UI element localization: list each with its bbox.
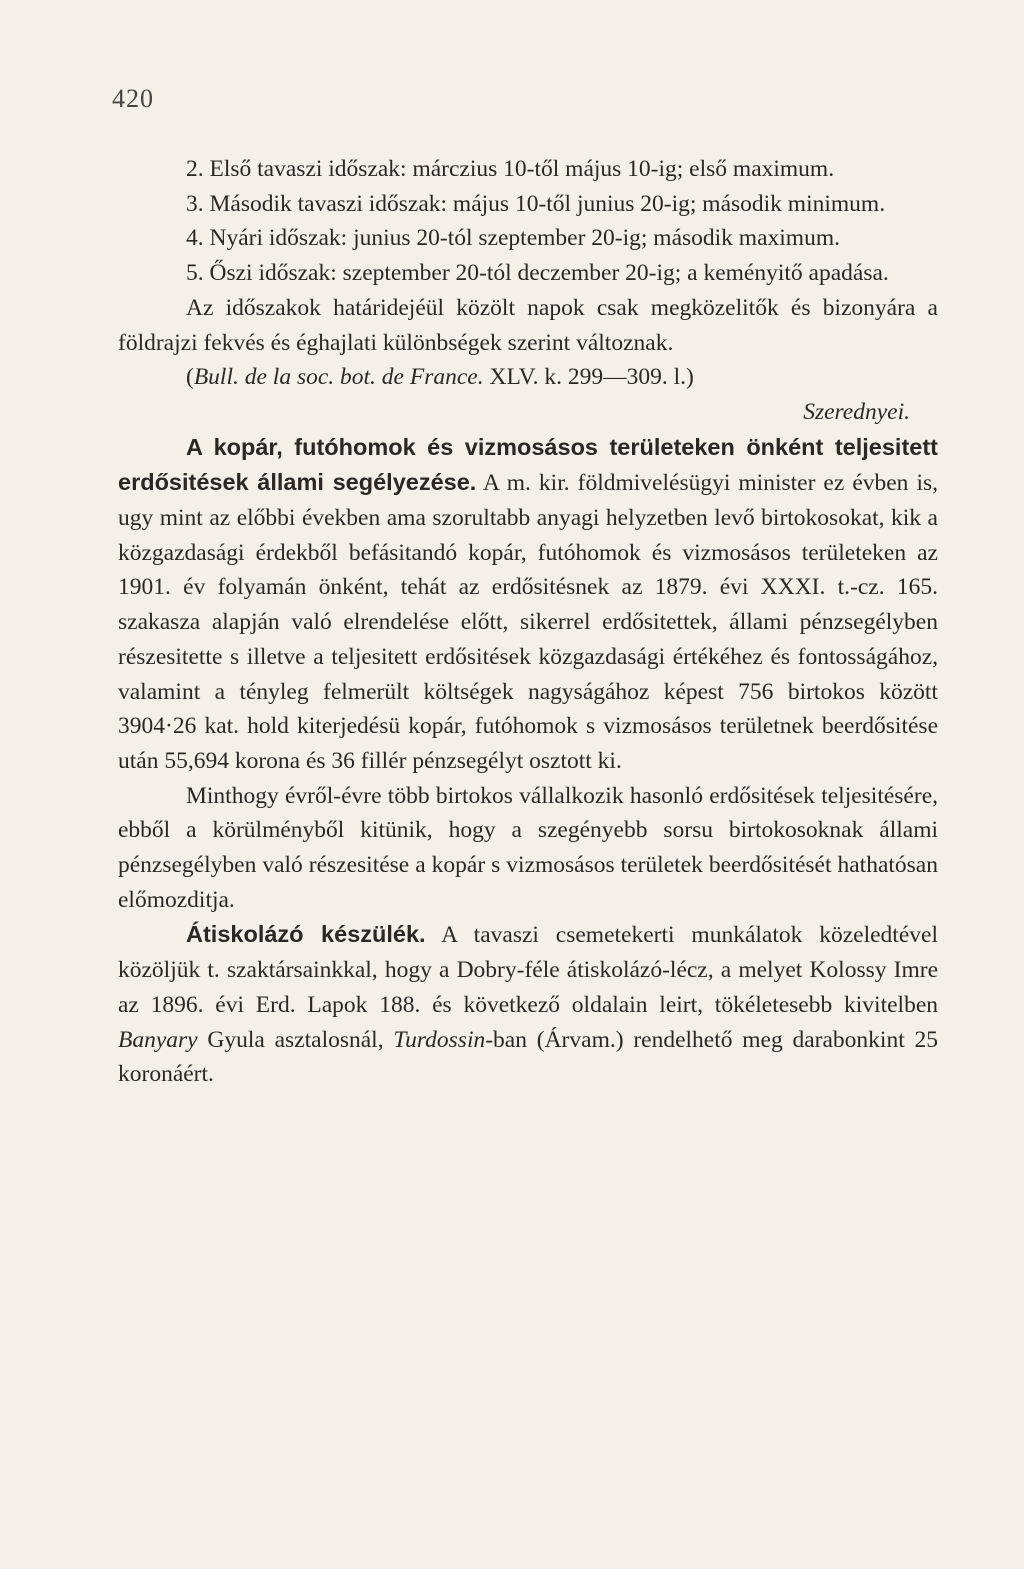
page-body (118, 152, 938, 1092)
paragraph: Minthogy évről-évre több birtokos vállalkozik hasonló erdősitések teljesitésére, ebből a körülményből kitünik, hogy a szegényebb sorsu birtokosoknak állami pénzsegélyben való részesitése a kopár s vizmosásos területek beerdősitését hathatósan előmozditja. (118, 782, 938, 913)
list-item: 5. Őszi időszak: szeptember 20-tól deczember 20-ig; a keményitő apadása. (186, 260, 889, 287)
citation: (Bull. de la soc. bot. de France. XLV. k. 299—309. l.) (186, 364, 694, 391)
list-item: 3. Második tavaszi időszak: május 10-től junius 20-ig; második minimum. (186, 190, 886, 217)
citation-journal: Bull. de la soc. bot. de France. (193, 364, 484, 391)
article-heading: A kopár, futóhomok és vizmosásos területeken önként teljesitett erdősitések állami segélyezése. (118, 433, 938, 496)
list-item: 4. Nyári időszak: junius 20-tól szeptember 20-ig; második maximum. (186, 225, 840, 252)
page-number: 420 (112, 84, 154, 113)
signature: Szerednyei. (803, 398, 910, 425)
list-item: 2. Első tavaszi időszak: márczius 10-től május 10-ig; első maximum. (186, 156, 835, 182)
paragraph: Az időszakok határidejéül közölt napok csak megközelitők és bizonyára a földrajzi fekvés és éghajlati különbségek szerint változnak. (118, 294, 938, 356)
place-name: Turdossin (393, 1026, 486, 1053)
article-paragraph: Átiskolázó készülék. A tavaszi csemetekerti munkálatok közeledtével közöljük t. szaktársainkkal, hogy a Dobry-féle átiskolázó-lécz, a melyet Kolossy Imre az 1896. évi Erd. Lapok 188. és következő oldalain leirt, tökéletesebb kivitelben Banyary Gyula asztalosnál, Turdossin-ban (Árvam.) rendelhető meg darabonkint 25 koronáért. (118, 921, 939, 1088)
article-heading: Átiskolázó készülék. (186, 921, 426, 948)
person-name: Banyary (118, 1026, 198, 1053)
article-paragraph: A kopár, futóhomok és vizmosásos területeken önként teljesitett erdősitések állami segélyezése. A m. kir. földmivelésügyi minister ez évben is, ugy mint az előbbi években ama szorultabb anyagi helyzetben levő birtokosokat, kik a közgazdasági érdekből befásitandó kopár, futóhomok és vizmosásos területeken az 1901. év folyamán önként, tehát az erdősitésnek az 1879. évi XXXI. t.-cz. 165. szakasza alapján való elrendelése előtt, sikerrel erdősitettek, állami pénzsegélyben részesitette s illetve a teljesitett erdősitések közgazdasági értékéhez és fontosságához, valamint a tényleg felmerült költségek nagyságához képest 756 birtokos között 3904·26 kat. hold kiterjedésü kopár, futóhomok s vizmosásos területnek beerdősitése után 55,694 korona és 36 fillér pénzsegélyt osztott ki. (118, 433, 938, 774)
